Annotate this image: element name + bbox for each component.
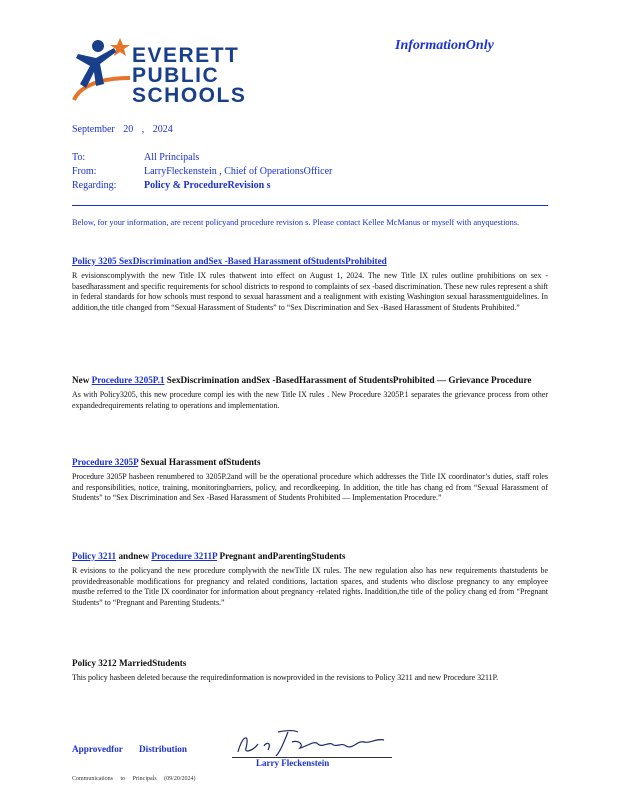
section-heading: Policy 3212 MarriedStudents: [72, 658, 187, 668]
section-heading: [72, 255, 548, 267]
policy-3211-link[interactable]: Policy 3211: [72, 551, 117, 561]
section-heading: [72, 456, 548, 468]
memo-to-value: All Principals: [144, 152, 200, 163]
information-only-label: InformationOnly: [395, 38, 494, 53]
section-heading: [72, 374, 548, 386]
policy-3205-link[interactable]: Policy 3205: [72, 256, 117, 266]
memo-date: September 20 , 2024: [72, 124, 173, 135]
logo-line-1: EVERETT: [132, 44, 240, 67]
procedure-3211p-link[interactable]: Procedure 3211P: [151, 551, 218, 561]
section-body: This policy hasbeen deleted because the requiredinformation is nowprovided in the revisions to Policy 3211 and new Procedure 3211P.: [72, 673, 499, 682]
section-title: Pregnant andParentingStudents: [217, 551, 346, 561]
procedure-3205p-link[interactable]: Procedure 3205P: [72, 457, 139, 467]
memo-regarding-value: Policy & ProcedureRevision s: [144, 180, 271, 191]
memo-regarding-label: Regarding:: [72, 180, 117, 191]
section-policy-3212: [72, 657, 548, 684]
memo-to-label: To:: [72, 152, 86, 163]
district-logo: [70, 34, 260, 114]
memo-from-value: LarryFleckenstein , Chief of OperationsOfficer: [144, 166, 333, 177]
section-policy-3205: [72, 255, 548, 314]
section-procedure-3205p: [72, 456, 548, 504]
section-procedure-3205p1: [72, 374, 548, 411]
signature-image: [228, 722, 398, 762]
section-title: SexDiscrimination andSex -Based Harassment ofStudentsProhibited: [116, 256, 387, 266]
memo-from-label: From:: [72, 166, 97, 177]
header-divider: [72, 205, 548, 206]
section-body: R evisions to the policyand the new procedure complywith the newTitle IX rules. The new regulation also has new requirements thatstudents be providedreasonable modifications for pregnancy and related conditions, lactation spaces, and students who disclose pregnancy to any employee mustbe referred to the Title IX coordinator for information about pregnancy -related rights. Inaddition,the title of the policy chang ed from “Pregnant Students” to “Pregnant and Parenting Students.”: [72, 566, 548, 608]
section-policy-3211: [72, 550, 548, 609]
logo-text: [132, 46, 246, 106]
intro-paragraph: Below, for your information, are recent policyand procedure revision s. Please contact Kellee McManus or myself with anyquestions.: [72, 218, 520, 227]
section-body: Procedure 3205P hasbeen renumbered to 3205P.2and will be the operational procedure which addresses the Title IX coordinator’s duties, staff roles and responsibilities, notice, training, monitoringbarriers, policy, and recordkeeping. In addition, the title has chang ed from “Sexual Harassment of Students” to “Sex Discrimination and Sex -Based Harassment of Students Prohibited — Implementation Procedure.”: [72, 472, 548, 503]
section-heading: [72, 550, 548, 562]
signer-name: Larry Fleckenstein: [256, 758, 330, 768]
section-title: Sexual Harassment ofStudents: [138, 457, 261, 467]
footer-note: Communications to Principals (09/20/2024): [72, 776, 196, 782]
logo-line-3: SCHOOLS: [132, 84, 247, 107]
section-body: R evisionscomplywith the new Title IX rules thatwent into effect on August 1, 2024. The new Title IX rules outline prohibitions on sex -basedharassment and specific requirements for school districts to respond to complaints of sex -based discrimination. These new rules represent a shift in federal standards for how schools must respond to sexual harassment and a realignment with existing Washington sexual harassmentguidelines. In addition,the title changed from “Sexual Harassment of Students” to “Sex Discrimination and Sex -Based Harassment of Students Prohibited.”: [72, 271, 548, 313]
logo-line-2: PUBLIC: [132, 64, 220, 87]
heading-mid: andnew: [116, 551, 152, 561]
section-title: SexDiscrimination andSex -BasedHarassment of StudentsProhibited — Grievance Procedure: [164, 375, 532, 385]
approved-for-distribution: Approvedfor Distribution: [72, 744, 187, 754]
section-body: As with Policy3205, this new procedure compl ies with the new Title IX rules . New Procedure 3205P.1 separates the grievance process from other expandedrequirements relating to operations and implementation.: [72, 390, 548, 410]
procedure-3205p1-link[interactable]: Procedure 3205P.1: [91, 375, 165, 385]
figure-icon: [70, 34, 132, 114]
heading-prefix: New: [72, 375, 92, 385]
